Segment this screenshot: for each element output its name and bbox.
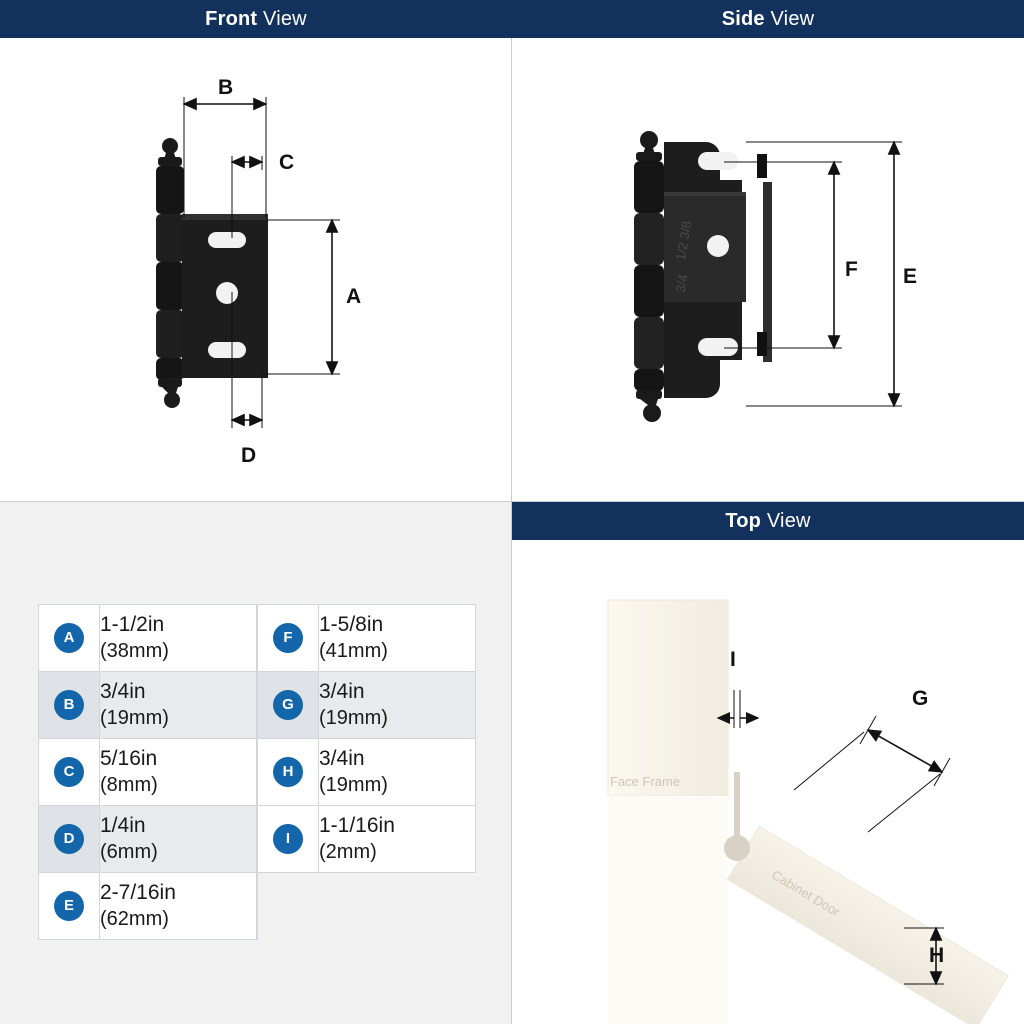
- value-cell-c: [100, 739, 257, 806]
- label-c: C: [279, 151, 295, 174]
- side-view-drawing: [512, 42, 1024, 502]
- value-imperial-h: 3/4in: [319, 747, 365, 770]
- badge-h: H: [273, 757, 303, 787]
- badge-cell-d: [39, 806, 100, 873]
- value-imperial-c: 5/16in: [100, 747, 158, 770]
- label-a: A: [346, 285, 362, 308]
- badge-cell-b: [39, 672, 100, 739]
- badge-d: D: [54, 824, 84, 854]
- front-view-banner: [0, 0, 512, 38]
- side-view-title-light: View: [764, 8, 815, 30]
- value-metric-f: (41mm): [319, 640, 388, 662]
- label-h: H: [929, 944, 945, 967]
- label-f: F: [845, 258, 858, 281]
- label-g: G: [912, 687, 929, 710]
- hinge-stamp-line2: 3/4: [672, 273, 691, 294]
- table-row: [39, 806, 476, 873]
- value-imperial-f: 1-5/8in: [319, 613, 384, 636]
- table-row: [39, 739, 476, 806]
- cabinet-door-label: Cabinet Door: [769, 867, 843, 920]
- table-row: [39, 873, 476, 940]
- dimensions-table-wrap: [38, 604, 470, 940]
- badge-cell-c: [39, 739, 100, 806]
- label-i: I: [730, 648, 736, 671]
- badge-cell-h: [258, 739, 319, 806]
- value-metric-b: (19mm): [100, 707, 169, 729]
- front-view-drawing: [0, 42, 512, 502]
- value-metric-i: (2mm): [319, 841, 377, 863]
- badge-a: A: [54, 623, 84, 653]
- dimension-b: [184, 97, 266, 218]
- badge-c: C: [54, 757, 84, 787]
- hinge-plate: [182, 214, 268, 378]
- value-cell-b: [100, 672, 257, 739]
- top-view-drawing: [512, 540, 1024, 1024]
- label-d: D: [241, 444, 257, 467]
- value-cell-e: [100, 873, 257, 940]
- label-e: E: [903, 265, 918, 288]
- cabinet-door: [728, 826, 1009, 1024]
- badge-cell-i: [258, 806, 319, 873]
- label-b: B: [218, 76, 234, 99]
- value-metric-a: (38mm): [100, 640, 169, 662]
- value-imperial-g: 3/4in: [319, 680, 365, 703]
- hinge-stamp-line1: 1/2 3/8: [672, 219, 695, 262]
- value-metric-h: (19mm): [319, 774, 388, 796]
- side-view-title-bold: Side: [721, 8, 765, 30]
- table-row: [39, 605, 476, 672]
- value-imperial-e: 2-7/16in: [100, 881, 176, 904]
- top-view-title-light: View: [761, 510, 811, 532]
- badge-cell-f: [258, 605, 319, 672]
- top-view-banner: [512, 502, 1024, 540]
- badge-b: B: [54, 690, 84, 720]
- empty-cell: [319, 873, 476, 940]
- value-imperial-i: 1-1/16in: [319, 814, 395, 837]
- value-cell-i: [319, 806, 476, 873]
- badge-i: I: [273, 824, 303, 854]
- value-cell-f: [319, 605, 476, 672]
- badge-e: E: [54, 891, 84, 921]
- dimension-a: [266, 220, 340, 374]
- value-imperial-a: 1-1/2in: [100, 613, 165, 636]
- value-imperial-d: 1/4in: [100, 814, 146, 837]
- value-metric-c: (8mm): [100, 774, 158, 796]
- front-view-title-bold: Front: [205, 8, 258, 30]
- value-cell-h: [319, 739, 476, 806]
- badge-cell-a: [39, 605, 100, 672]
- top-view-title-bold: Top: [725, 510, 762, 532]
- dimensions-table: [38, 604, 476, 940]
- empty-cell: [258, 873, 319, 940]
- face-frame: [608, 600, 728, 1024]
- value-cell-a: [100, 605, 257, 672]
- badge-f: F: [273, 623, 303, 653]
- hinge-barrel-side: [634, 131, 664, 422]
- value-imperial-b: 3/4in: [100, 680, 146, 703]
- side-view-banner: [512, 0, 1024, 38]
- value-metric-e: (62mm): [100, 908, 169, 930]
- badge-cell-g: [258, 672, 319, 739]
- hinge-leaf: [734, 772, 740, 844]
- hinge-wrap-body: [664, 142, 772, 398]
- value-metric-g: (19mm): [319, 707, 388, 729]
- badge-cell-e: [39, 873, 100, 940]
- table-row: [39, 672, 476, 739]
- dimension-g: [794, 716, 950, 832]
- value-cell-d: [100, 806, 257, 873]
- value-metric-d: (6mm): [100, 841, 158, 863]
- hinge-barrel: [156, 138, 184, 408]
- face-frame-label: Face Frame: [610, 774, 681, 789]
- value-cell-g: [319, 672, 476, 739]
- badge-g: G: [273, 690, 303, 720]
- front-view-title-light: View: [257, 8, 307, 30]
